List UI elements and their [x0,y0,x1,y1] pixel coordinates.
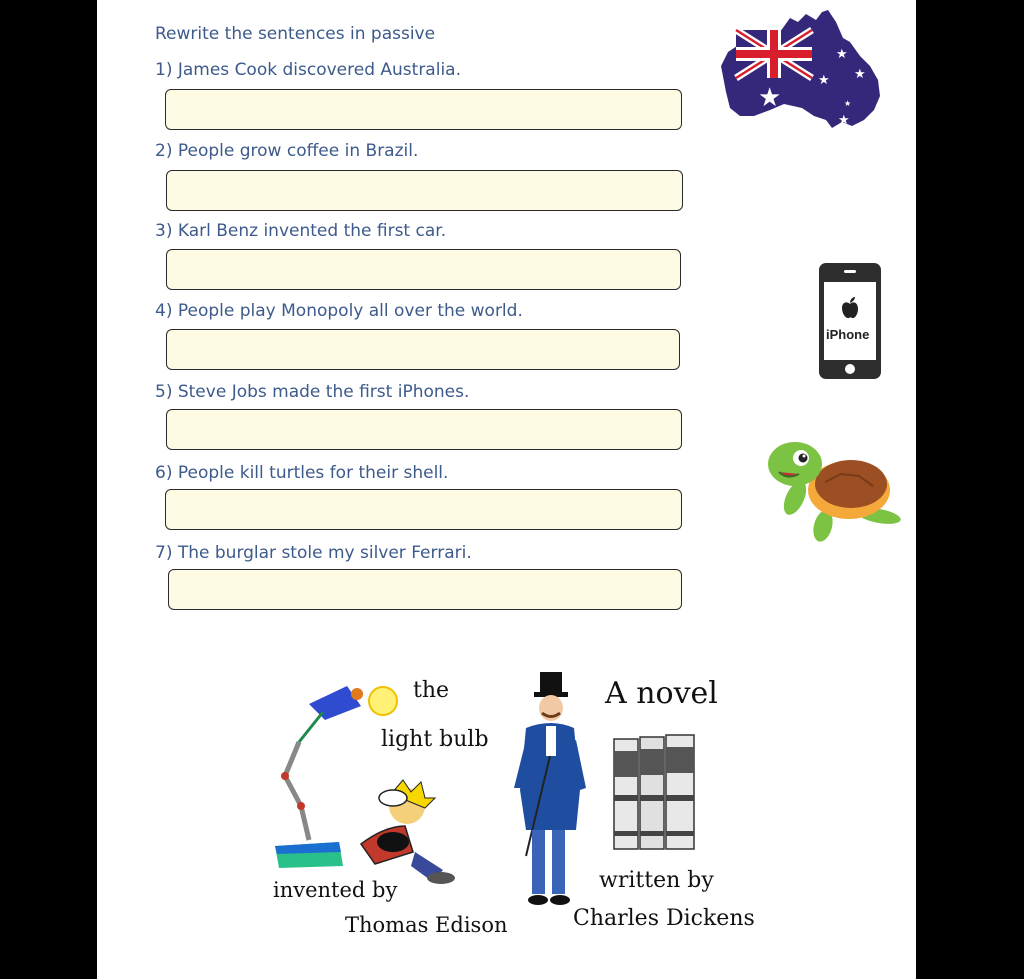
instruction-text: Rewrite the sentences in passive [155,24,436,44]
answer-1-input[interactable] [165,89,682,130]
lightbulb-text-invented-by: invented by [273,878,398,902]
iphone-image [818,262,882,380]
svg-text:★: ★ [836,47,848,62]
question-6-text: 6) People kill turtles for their shell. [155,463,449,483]
svg-text:★: ★ [838,113,850,128]
question-1-text: 1) James Cook discovered Australia. [155,60,461,80]
iphone-label: iPhone [826,327,870,342]
answer-6-input[interactable] [165,489,682,530]
svg-text:★: ★ [758,83,782,113]
lamp-illustration [265,676,465,888]
answer-5-input[interactable] [166,409,682,450]
lightbulb-text-light-bulb: light bulb [381,727,489,752]
novel-text-a-novel: A novel [605,676,718,711]
lightbulb-text-the: the [413,678,450,703]
answer-3-input[interactable] [166,249,681,290]
novel-text-written-by: written by [599,868,714,893]
question-4-text: 4) People play Monopoly all over the world. [155,301,523,321]
question-7-text: 7) The burglar stole my silver Ferrari. [155,543,472,563]
question-5-text: 5) Steve Jobs made the first iPhones. [155,382,470,402]
svg-text:★: ★ [844,99,852,108]
question-3-text: 3) Karl Benz invented the first car. [155,221,447,241]
svg-text:★: ★ [818,73,830,88]
charles-dickens-illustration [510,670,590,915]
books-illustration [612,733,700,851]
lightbulb-text-thomas-edison: Thomas Edison [345,913,508,937]
answer-4-input[interactable] [166,329,680,370]
turtle-image [765,438,905,546]
answer-2-input[interactable] [166,170,683,211]
answer-7-input[interactable] [168,569,682,610]
question-2-text: 2) People grow coffee in Brazil. [155,141,419,161]
australia-map-image [718,8,883,133]
novel-text-charles-dickens: Charles Dickens [573,906,755,931]
svg-text:★: ★ [854,67,866,82]
